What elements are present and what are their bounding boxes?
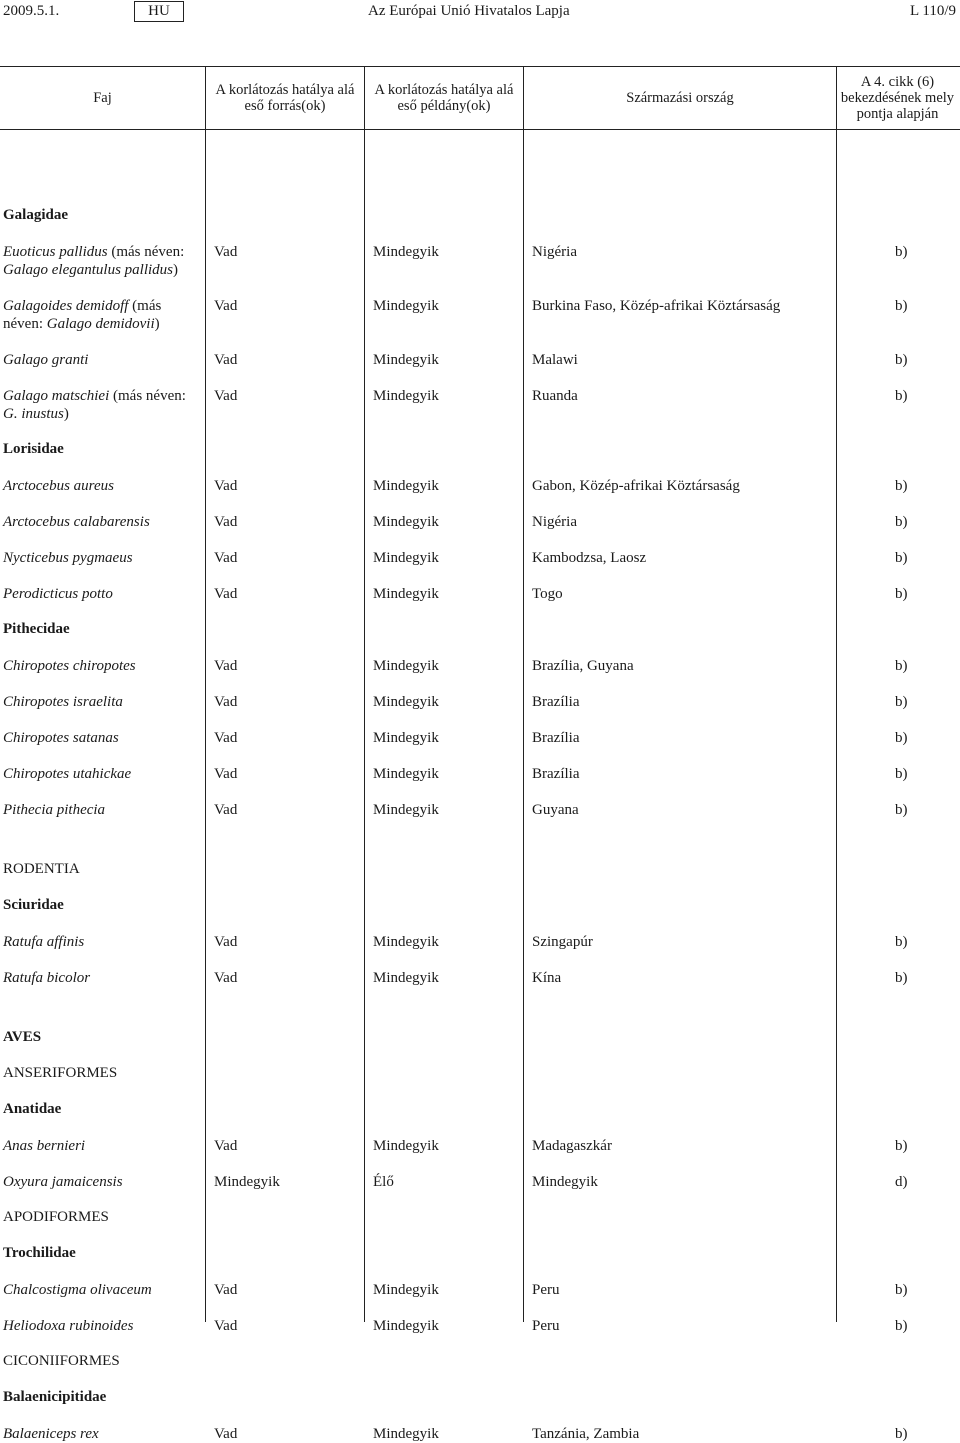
col-header-source: A korlátozás hatálya alá eső forrás(ok) <box>206 67 365 129</box>
order-heading: CICONIIFORMES <box>3 1353 120 1369</box>
country-cell: Nigéria <box>532 244 577 260</box>
country-cell: Burkina Faso, Közép-afrikai Köztársaság <box>532 298 781 314</box>
species-name: Ratufa bicolor <box>3 970 91 986</box>
source-cell: Vad <box>214 550 238 566</box>
source-cell: Vad <box>214 1282 238 1298</box>
species-name: Arctocebus calabarensis <box>3 514 150 530</box>
source-cell: Vad <box>214 244 238 260</box>
article-cell: b) <box>895 1318 908 1334</box>
article-cell: b) <box>895 934 908 950</box>
specimen-cell: Mindegyik <box>373 1138 439 1154</box>
country-cell: Malawi <box>532 352 578 368</box>
species-name: Euoticus pallidus (más néven: Galago elegantulus pallidus) <box>3 244 185 278</box>
country-cell: Gabon, Közép-afrikai Köztársaság <box>532 478 740 494</box>
specimen-cell: Mindegyik <box>373 766 439 782</box>
source-cell: Vad <box>214 388 238 404</box>
species-name: Perodicticus potto <box>3 586 113 602</box>
article-cell: b) <box>895 970 908 986</box>
specimen-cell: Mindegyik <box>373 1426 439 1442</box>
species-name: Nycticebus pygmaeus <box>3 550 133 566</box>
specimen-cell: Mindegyik <box>373 658 439 674</box>
species-name: Balaeniceps rex <box>3 1426 99 1442</box>
specimen-cell: Mindegyik <box>373 730 439 746</box>
country-cell: Guyana <box>532 802 579 818</box>
article-cell: d) <box>895 1174 908 1190</box>
source-cell: Vad <box>214 730 238 746</box>
species-name: Chiropotes israelita <box>3 694 123 710</box>
country-cell: Ruanda <box>532 388 578 404</box>
article-cell: b) <box>895 478 908 494</box>
country-cell: Mindegyik <box>532 1174 598 1190</box>
source-cell: Vad <box>214 514 238 530</box>
country-cell: Nigéria <box>532 514 577 530</box>
specimen-cell: Mindegyik <box>373 1282 439 1298</box>
family-heading: Trochilidae <box>3 1245 76 1261</box>
specimen-cell: Mindegyik <box>373 970 439 986</box>
article-cell: b) <box>895 550 908 566</box>
species-name: Oxyura jamaicensis <box>3 1174 123 1190</box>
article-cell: b) <box>895 730 908 746</box>
source-cell: Vad <box>214 298 238 314</box>
species-name: Pithecia pithecia <box>3 802 106 818</box>
species-name: Ratufa affinis <box>3 934 85 950</box>
family-heading: Pithecidae <box>3 621 70 637</box>
column-divider <box>205 130 206 1322</box>
country-cell: Madagaszkár <box>532 1138 612 1154</box>
specimen-cell: Mindegyik <box>373 352 439 368</box>
family-heading: Galagidae <box>3 207 69 223</box>
article-cell: b) <box>895 298 908 314</box>
column-divider <box>523 130 524 1322</box>
source-cell: Vad <box>214 586 238 602</box>
class-heading: AVES <box>3 1029 42 1045</box>
page-header <box>0 0 960 30</box>
source-cell: Vad <box>214 1318 238 1334</box>
column-divider <box>836 130 837 1322</box>
country-cell: Brazília <box>532 766 580 782</box>
species-name: Galago granti <box>3 352 89 368</box>
article-cell: b) <box>895 244 908 260</box>
source-cell: Vad <box>214 478 238 494</box>
source-cell: Vad <box>214 802 238 818</box>
publication-date: 2009.5.1. <box>3 3 60 19</box>
article-cell: b) <box>895 658 908 674</box>
col-header-specimen: A korlátozás hatálya alá eső példány(ok) <box>365 67 524 129</box>
source-cell: Mindegyik <box>214 1174 280 1190</box>
table-header <box>0 66 960 130</box>
family-heading: Balaenicipitidae <box>3 1389 107 1405</box>
country-cell: Kambodzsa, Laosz <box>532 550 647 566</box>
article-cell: b) <box>895 802 908 818</box>
source-cell: Vad <box>214 934 238 950</box>
family-heading: Anatidae <box>3 1101 62 1117</box>
col-header-article: A 4. cikk (6) bekezdésének mely pontja alapján <box>840 74 955 122</box>
source-cell: Vad <box>214 694 238 710</box>
species-name: Chiropotes chiropotes <box>3 658 136 674</box>
specimen-cell: Mindegyik <box>373 802 439 818</box>
source-cell: Vad <box>214 1426 238 1442</box>
specimen-cell: Mindegyik <box>373 934 439 950</box>
specimen-cell: Mindegyik <box>373 1318 439 1334</box>
species-table <box>0 66 960 1442</box>
specimen-cell: Mindegyik <box>373 694 439 710</box>
source-cell: Vad <box>214 352 238 368</box>
order-heading: RODENTIA <box>3 861 80 877</box>
source-cell: Vad <box>214 658 238 674</box>
country-cell: Szingapúr <box>532 934 593 950</box>
col-header-species: Faj <box>0 67 206 129</box>
family-heading: Sciuridae <box>3 897 64 913</box>
species-name: Galagoides demidoff (más néven: Galago demidovii) <box>3 298 162 332</box>
article-cell: b) <box>895 388 908 404</box>
article-cell: b) <box>895 352 908 368</box>
specimen-cell: Mindegyik <box>373 388 439 404</box>
col-header-country: Származási ország <box>524 67 837 129</box>
species-name: Anas bernieri <box>3 1138 86 1154</box>
specimen-cell: Élő <box>373 1174 394 1190</box>
species-name: Galago matschiei (más néven: G. inustus) <box>3 388 186 422</box>
country-cell: Peru <box>532 1318 560 1334</box>
source-cell: Vad <box>214 970 238 986</box>
article-cell: b) <box>895 694 908 710</box>
article-cell: b) <box>895 1426 908 1442</box>
specimen-cell: Mindegyik <box>373 298 439 314</box>
journal-title: Az Európai Unió Hivatalos Lapja <box>368 3 570 19</box>
country-cell: Kína <box>532 970 562 986</box>
species-name: Chiropotes utahickae <box>3 766 132 782</box>
column-divider <box>364 130 365 1322</box>
country-cell: Brazília <box>532 730 580 746</box>
specimen-cell: Mindegyik <box>373 478 439 494</box>
order-heading: ANSERIFORMES <box>3 1065 118 1081</box>
specimen-cell: Mindegyik <box>373 586 439 602</box>
language-badge: HU <box>134 1 184 22</box>
species-name: Arctocebus aureus <box>3 478 114 494</box>
source-cell: Vad <box>214 1138 238 1154</box>
country-cell: Peru <box>532 1282 560 1298</box>
country-cell: Brazília, Guyana <box>532 658 634 674</box>
article-cell: b) <box>895 1282 908 1298</box>
country-cell: Togo <box>532 586 563 602</box>
specimen-cell: Mindegyik <box>373 244 439 260</box>
country-cell: Brazília <box>532 694 580 710</box>
table-body <box>0 130 960 1442</box>
article-cell: b) <box>895 514 908 530</box>
article-cell: b) <box>895 586 908 602</box>
article-cell: b) <box>895 766 908 782</box>
page-number: L 110/9 <box>910 3 956 19</box>
family-heading: Lorisidae <box>3 441 64 457</box>
order-heading: APODIFORMES <box>3 1209 109 1225</box>
species-name: Chalcostigma olivaceum <box>3 1282 152 1298</box>
species-name: Heliodoxa rubinoides <box>3 1318 134 1334</box>
specimen-cell: Mindegyik <box>373 550 439 566</box>
source-cell: Vad <box>214 766 238 782</box>
country-cell: Tanzánia, Zambia <box>532 1426 640 1442</box>
article-cell: b) <box>895 1138 908 1154</box>
species-name: Chiropotes satanas <box>3 730 119 746</box>
specimen-cell: Mindegyik <box>373 514 439 530</box>
